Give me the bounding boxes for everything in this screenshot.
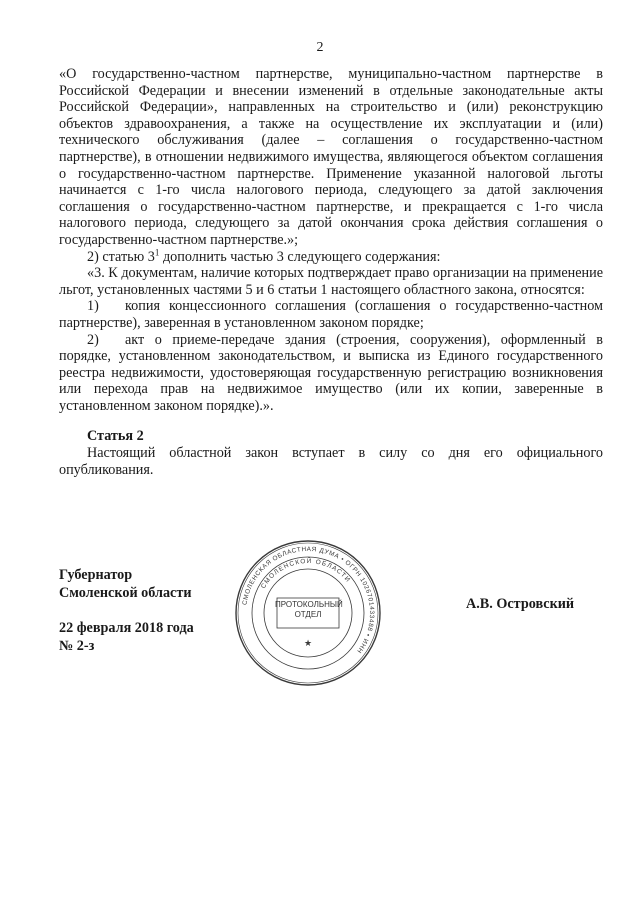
amendment-2-text-start: 2) статью 3 — [87, 248, 155, 265]
article-2-heading: Статья 2 — [87, 428, 144, 445]
signer-name: А.В. Островский — [466, 596, 575, 612]
stamp-center-line-1: ПРОТОКОЛЬНЫЙ — [275, 600, 343, 609]
paragraph-continuation: «О государственно-частном партнерстве, муниципально-частном партнерстве в Российской Федерации и внесении изменений в отдельные законодательные акты Российской Федерации», направленных на строительство и (или) реконструкцию объектов здравоохранения, а также на осуществление их эксплуатации и (или) технического обслуживания (далее – соглашения о государственно-частном партнерстве), в отношении недвижимого имущества, являющегося объектом соглашения о государственно-частном партнерстве. Применение указанной налоговой льготы начинается с 1-го числа налогового периода, следующего за датой заключения соглашения о государственно-частном партнерстве, и прекращается с 1-го числа налогового периода, следующего за датой окончания срока действия соглашения о государственно-частном партнерстве.»; — [59, 66, 603, 248]
stamp-outer-ring-text: СМОЛЕНСКАЯ ОБЛАСТНАЯ ДУМА • ОГРН 1026701433488 • ИНН — [241, 545, 376, 655]
list-item-2-text: акт о приеме-передаче здания (строения, сооружения), оформленный в порядке, установленном законодательством, и выписка из Единого государственного реестра недвижимости, удостоверяющая государственную регистрацию возникновения или перехода прав на недвижимое имущество (или их копии, заверенные в установленном законом порядке).». — [59, 331, 603, 414]
signature-block — [59, 567, 194, 655]
amendment-2-text-end: дополнить частью 3 следующего содержания: — [159, 248, 441, 265]
law-number: № 2-з — [59, 637, 95, 654]
stamp-center-line-2: ОТДЕЛ — [294, 610, 322, 619]
official-stamp — [233, 538, 383, 688]
article-2-text: Настоящий областной закон вступает в силу со дня его официального опубликования. — [59, 445, 603, 478]
page-number: 2 — [316, 40, 324, 55]
list-item-2 — [59, 332, 603, 415]
svg-text:★: ★ — [303, 638, 313, 648]
paragraph-part-3: «3. К документам, наличие которых подтверждает право организации на применение льгот, установленных частями 5 и 6 статьи 1 настоящего областного закона, относятся: — [59, 265, 603, 298]
signer-title-line-2: Смоленской области — [59, 584, 192, 601]
stamp-center-text — [275, 600, 341, 620]
signing-date: 22 февраля 2018 года — [59, 620, 194, 636]
stamp-inner-ring-text: СМОЛЕНСКОЙ ОБЛАСТИ — [259, 557, 352, 590]
signer-title-line-1: Губернатор — [59, 567, 133, 583]
list-item-1 — [59, 298, 603, 331]
list-item-2-number: 2) — [87, 331, 99, 348]
paragraph-amendment-2 — [59, 246, 603, 266]
document-body — [59, 66, 603, 478]
superscript-index: 1 — [154, 246, 160, 257]
list-item-1-text: копия концессионного соглашения (соглашения о государственно-частном партнерстве), заверенная в установленном законом порядке; — [59, 298, 603, 331]
list-item-1-number: 1) — [87, 298, 99, 315]
